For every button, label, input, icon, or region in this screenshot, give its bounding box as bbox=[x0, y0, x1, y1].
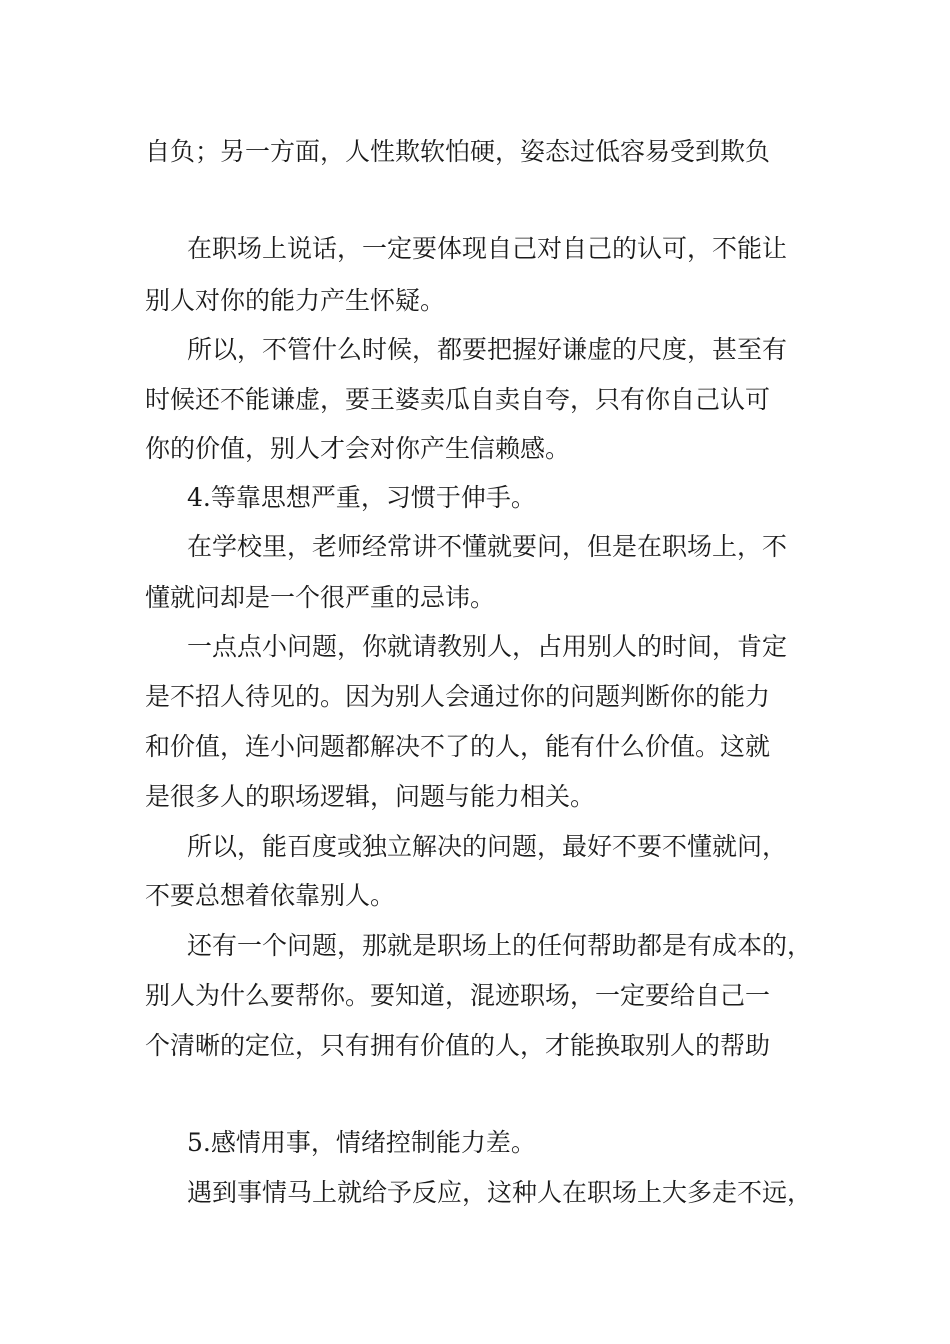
text-line: 个清晰的定位，只有拥有价值的人，才能换取别人的帮助 bbox=[145, 1031, 771, 1060]
text-line: 在职场上说话，一定要体现自己对自己的认可，不能让 bbox=[187, 234, 788, 263]
text-line: 你的价值，别人才会对你产生信赖感。 bbox=[145, 434, 571, 463]
text-line: 不要总想着依靠别人。 bbox=[145, 881, 396, 910]
text-line: 和价值，连小问题都解决不了的人，能有什么价值。这就 bbox=[145, 732, 771, 761]
text-line: 是不招人待见的。因为别人会通过你的问题判断你的能力 bbox=[145, 682, 771, 711]
section-heading: 5.感情用事，情绪控制能力差。 bbox=[187, 1128, 536, 1157]
text-line: 所以，能百度或独立解决的问题，最好不要不懂就问， bbox=[187, 832, 788, 861]
text-line: 遇到事情马上就给予反应，这种人在职场上大多走不远， bbox=[187, 1178, 813, 1207]
text-line: 还有一个问题，那就是职场上的任何帮助都是有成本的， bbox=[187, 931, 813, 960]
section-heading: 4.等靠思想严重，习惯于伸手。 bbox=[187, 483, 536, 512]
text-line: 懂就问却是一个很严重的忌讳。 bbox=[145, 583, 496, 612]
text-line: 自负；另一方面，人性欺软怕硬，姿态过低容易受到欺负 bbox=[145, 137, 771, 166]
text-line: 别人为什么要帮你。要知道，混迹职场，一定要给自己一 bbox=[145, 981, 771, 1010]
text-line: 一点点小问题，你就请教别人，占用别人的时间，肯定 bbox=[187, 632, 788, 661]
text-line: 别人对你的能力产生怀疑。 bbox=[145, 286, 446, 315]
text-line: 是很多人的职场逻辑，问题与能力相关。 bbox=[145, 782, 596, 811]
text-line: 所以，不管什么时候，都要把握好谦虚的尺度，甚至有 bbox=[187, 335, 788, 364]
text-line: 时候还不能谦虚，要王婆卖瓜自卖自夸，只有你自己认可 bbox=[145, 385, 771, 414]
text-line: 在学校里，老师经常讲不懂就要问，但是在职场上，不 bbox=[187, 532, 788, 561]
